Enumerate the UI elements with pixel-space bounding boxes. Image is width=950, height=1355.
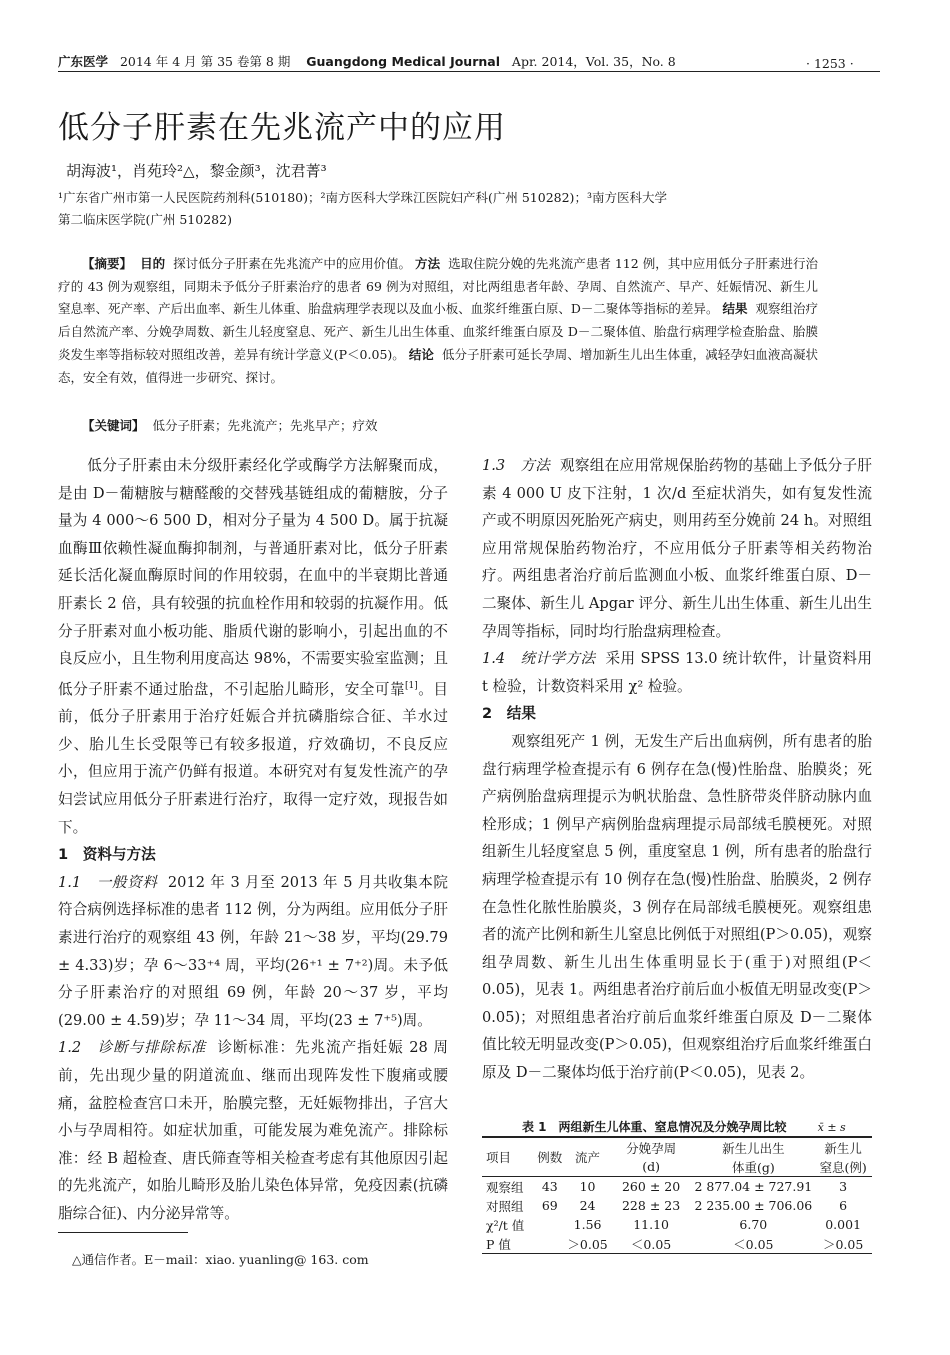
table-header-row <box>482 1138 872 1157</box>
table-cell: 2 877.04 ± 727.91 <box>694 1179 813 1194</box>
section-1-heading: 1 资料与方法 <box>58 846 156 864</box>
table-cell: 24 <box>579 1198 596 1213</box>
result-label: 结果 <box>722 301 748 317</box>
section-1-3 <box>482 452 872 645</box>
affiliation-line-1: ¹广东省广州市第一人民医院药剂科(510180)；²南方医科大学珠江医院妇产科(广州 510282)；³南方医科大学 <box>58 190 667 205</box>
citation-ref: [1] <box>405 680 418 691</box>
table-cell: 2 235.00 ± 706.06 <box>694 1198 813 1213</box>
header-cell: 流产 <box>575 1150 601 1165</box>
conclusion-label: 结论 <box>408 346 434 362</box>
table-row <box>482 1215 872 1234</box>
table-cell <box>534 1234 565 1254</box>
header-cell: 例数 <box>537 1150 563 1165</box>
abstract-label: 【摘要】 <box>82 256 133 271</box>
affiliation-line-2: 第二临床医学院(广州 510282) <box>58 212 232 227</box>
table-cell: 43 <box>541 1179 558 1194</box>
table-row <box>482 1234 872 1254</box>
intro-text-2: 。目前，低分子肝素用于治疗妊娠合并抗磷脂综合征、羊水过少、胎儿生长受限等已有较多报道，疗效确切，不良反应小，但应用于流产仍鲜有报道。本研究对有复发性流产的孕妇尝试应用低分子肝素进行治疗，取得一定疗效，现报告如下。 <box>58 680 448 836</box>
header-cell: 体重(g) <box>731 1159 775 1175</box>
intro-paragraph <box>58 452 448 841</box>
table-row <box>482 1177 872 1197</box>
section-1-1-label: 1.1 一般资料 <box>58 873 158 891</box>
conclusion-text: 低分子肝素可延长孕周、增加新生儿出生体重，减轻孕妇血液高凝状态，安全有效，值得进一步研究、探讨。 <box>58 346 818 385</box>
journal-name-cn: 广东医学 <box>58 54 109 69</box>
header-cell: 项目 <box>486 1150 512 1165</box>
table-cell: ＜0.05 <box>733 1236 774 1252</box>
section-1-1 <box>58 869 448 1035</box>
section-1-2 <box>58 1034 448 1227</box>
table-1-title: 表 1 两组新生儿体重、窒息情况及分娩孕周比较 <box>522 1120 787 1134</box>
header-cell: 分娩孕周 <box>626 1140 677 1156</box>
table-cell: 260 ± 20 <box>621 1179 681 1194</box>
table-cell: 6.70 <box>739 1217 768 1232</box>
section-1-4-label: 1.4 统计学方法 <box>482 650 596 668</box>
table-cell: 3 <box>839 1179 848 1194</box>
keywords-text: 低分子肝素；先兆流产；先兆早产；疗效 <box>152 418 378 433</box>
method-text: 选取住院分娩的先兆流产患者 112 例，其中应用低分子肝素进行治疗的 43 例为观察组，同期未予低分子肝素治疗的患者 69 例为对照组，对比两组患者年龄、孕周、自然流产、早产、妊娠情况、新生儿窒息率、死产率、产后出血率、新生儿体重、胎盘病理学表现以及血小板、血浆纤维蛋白原、D－二聚体等指标的差异。 <box>58 256 818 317</box>
table-1 <box>482 1138 872 1254</box>
article-title: 低分子肝素在先兆流产中的应用 <box>58 110 506 146</box>
intro-text: 低分子肝素由未分级肝素经化学或酶学方法解聚而成，是由 D－葡糖胺与糖醛酸的交替残基链组成的葡糖胺，分子量为 4 000～6 500 D，相对分子量为 4 500 D。属于抗凝血酶Ⅲ依赖性凝血酶抑制剂，与普通肝素对比，低分子肝素延长活化凝血酶原时间的作用较弱，在血中的半衰期比普通肝素长 2 倍，具有较强的抗血栓作用和较弱的抗凝作用。低分子肝素对血小板功能、脂质代谢的影响小，引起出血的不良反应小，且生物利用度高达 98%，不需要实验室监测；且低分子肝素不通过胎盘，不引起胎儿畸形，安全可靠 <box>58 457 448 698</box>
objective-label: 目的 <box>140 256 166 271</box>
table-cell: 228 ± 23 <box>621 1198 681 1213</box>
footnote: △通信作者。E－mail：xiao. yuanling@ 163. com <box>72 1252 369 1267</box>
table-cell <box>534 1215 565 1234</box>
table-cell: ＞0.05 <box>822 1236 864 1252</box>
section-1-3-label: 1.3 方法 <box>482 457 551 474</box>
issue-cn: 2014 年 4 月 第 35 卷第 8 期 <box>119 54 291 69</box>
left-column <box>58 452 448 1227</box>
section-1-3-text: 观察组在应用常规保胎药物的基础上予低分子肝素 4 000 U 皮下注射，1 次/d 至症状消失，如有复发性流产或不明原因死胎死产病史，则用药至分娩前 24 h。对照组应用常规保胎药物治疗，不应用低分子肝素等相关药物治疗。两组患者治疗前后监测血小板、血浆纤维蛋白原、D－二聚体、新生儿 Apgar 评分、新生儿出生体重、新生儿出生孕周等指标，同时均行胎盘病理检查。 <box>482 457 872 640</box>
section-1-4 <box>482 645 872 700</box>
right-column <box>482 452 872 1087</box>
journal-name-en: Guangdong Medical Journal <box>306 54 500 69</box>
keywords-label: 【关键词】 <box>82 418 145 433</box>
running-header <box>58 52 676 70</box>
section-2-heading: 2 结果 <box>482 705 536 723</box>
table-1-stat: x̄ ± s <box>817 1121 846 1134</box>
table-1-caption <box>482 1116 872 1135</box>
footnote-rule <box>58 1232 188 1233</box>
method-label: 方法 <box>415 256 441 271</box>
header-cell: 新生儿出生 <box>722 1140 785 1156</box>
table-cell: 10 <box>579 1179 596 1194</box>
table-cell: 0.001 <box>825 1217 862 1232</box>
table-cell: 1.56 <box>573 1217 602 1232</box>
objective-text: 探讨低分子肝素在先兆流产中的应用价值。 <box>173 256 412 271</box>
table-cell: P 值 <box>486 1236 511 1252</box>
section-1-1-text: 2012 年 3 月至 2013 年 5 月共收集本院符合病例选择标准的患者 112 例，分为两组。应用低分子肝素进行治疗的观察组 43 例，年龄 21～38 岁，平均(29.79 ± 4.33)岁；孕 6～33⁺⁴ 周，平均(26⁺¹ ± 7⁺²)周。未予低分子肝素治疗的对照组 69 例，年龄 20～37 岁，平均(29.00 ± 4.59)岁；孕 11～34 周，平均(23 ± 7⁺⁵)周。 <box>58 873 448 1029</box>
page-number: · 1253 · <box>806 56 854 71</box>
header-cell: 新生儿 <box>824 1140 862 1156</box>
header-rule <box>58 71 880 72</box>
header-cell: (d) <box>642 1159 660 1174</box>
table-cell: 对照组 <box>486 1198 524 1214</box>
abstract <box>58 253 818 389</box>
table-cell: χ²/t 值 <box>486 1217 525 1233</box>
header-cell: 窒息(例) <box>819 1159 867 1175</box>
result-text: 观察组治疗后自然流产率、分娩孕周数、新生儿轻度窒息、死产、新生儿出生体重、血浆纤维蛋白原及 D－二聚体值、胎盘行病理学检查胎盘、胎膜炎发生率等指标较对照组改善，差异有统计学意义(P＜0.05)。 <box>58 301 818 362</box>
table-cell: ＜0.05 <box>630 1236 672 1252</box>
section-1-2-label: 1.2 诊断与排除标准 <box>58 1039 207 1057</box>
table-cell: 观察组 <box>486 1179 524 1195</box>
section-1-4-text: 采用 SPSS 13.0 统计软件，计量资料用 t 检验，计数资料采用 χ² 检验。 <box>482 650 872 695</box>
section-1-2-text: 诊断标准：先兆流产指妊娠 28 周前，先出现少量的阴道流血、继而出现阵发性下腹痛或腰痛，盆腔检查宫口未开，胎膜完整，无妊娠物排出，子宫大小与孕周相符。如症状加重，可能发展为难免流产。排除标准：经 B 超检查、唐氏筛查等相关检查考虑有其他原因引起的先兆流产，如胎儿畸形及胎儿染色体异常，免疫因素(抗磷脂综合征)、内分泌异常等。 <box>58 1039 448 1222</box>
results-paragraph: 观察组死产 1 例，无发生产后出血病例，所有患者的胎盘行病理学检查提示有 6 例存在急(慢)性胎盘、胎膜炎；死产病例胎盘病理提示为帆状胎盘、急性脐带炎伴脐动脉内血栓形成；1 例早产病例胎盘病理提示局部绒毛膜梗死。对照组新生儿轻度窒息 5 例，重度窒息 1 例，所有患者的胎盘行病理学检查提示有 10 例存在急(慢)性胎盘、胎膜炎，2 例存在急性化脓性胎膜炎，3 例存在局部绒毛膜梗死。观察组患者的流产比例和新生儿窒息比例低于对照组(P＞0.05)，观察组孕周数、新生儿出生体重明显长于(重于)对照组(P＜0.05)，见表 1。两组患者治疗前后血小板值无明显改变(P＞0.05)；对照组患者治疗前后血浆纤维蛋白原及 D－二聚体值比较无明显改变(P＞0.05)，但观察组治疗后血浆纤维蛋白原及 D－二聚体均低于治疗前(P＜0.05)，见表 2。 <box>482 732 872 1082</box>
table-cell: 11.10 <box>633 1217 669 1232</box>
keywords <box>58 415 818 438</box>
table-cell: 6 <box>839 1198 848 1213</box>
table-cell: ＞0.05 <box>567 1236 608 1252</box>
issue-en: Apr. 2014，Vol. 35，No. 8 <box>511 54 676 69</box>
table-cell: 69 <box>541 1198 558 1213</box>
table-row <box>482 1196 872 1215</box>
authors: 胡海波¹，肖苑玲²△，黎金颜³，沈君菁³ <box>66 162 327 180</box>
